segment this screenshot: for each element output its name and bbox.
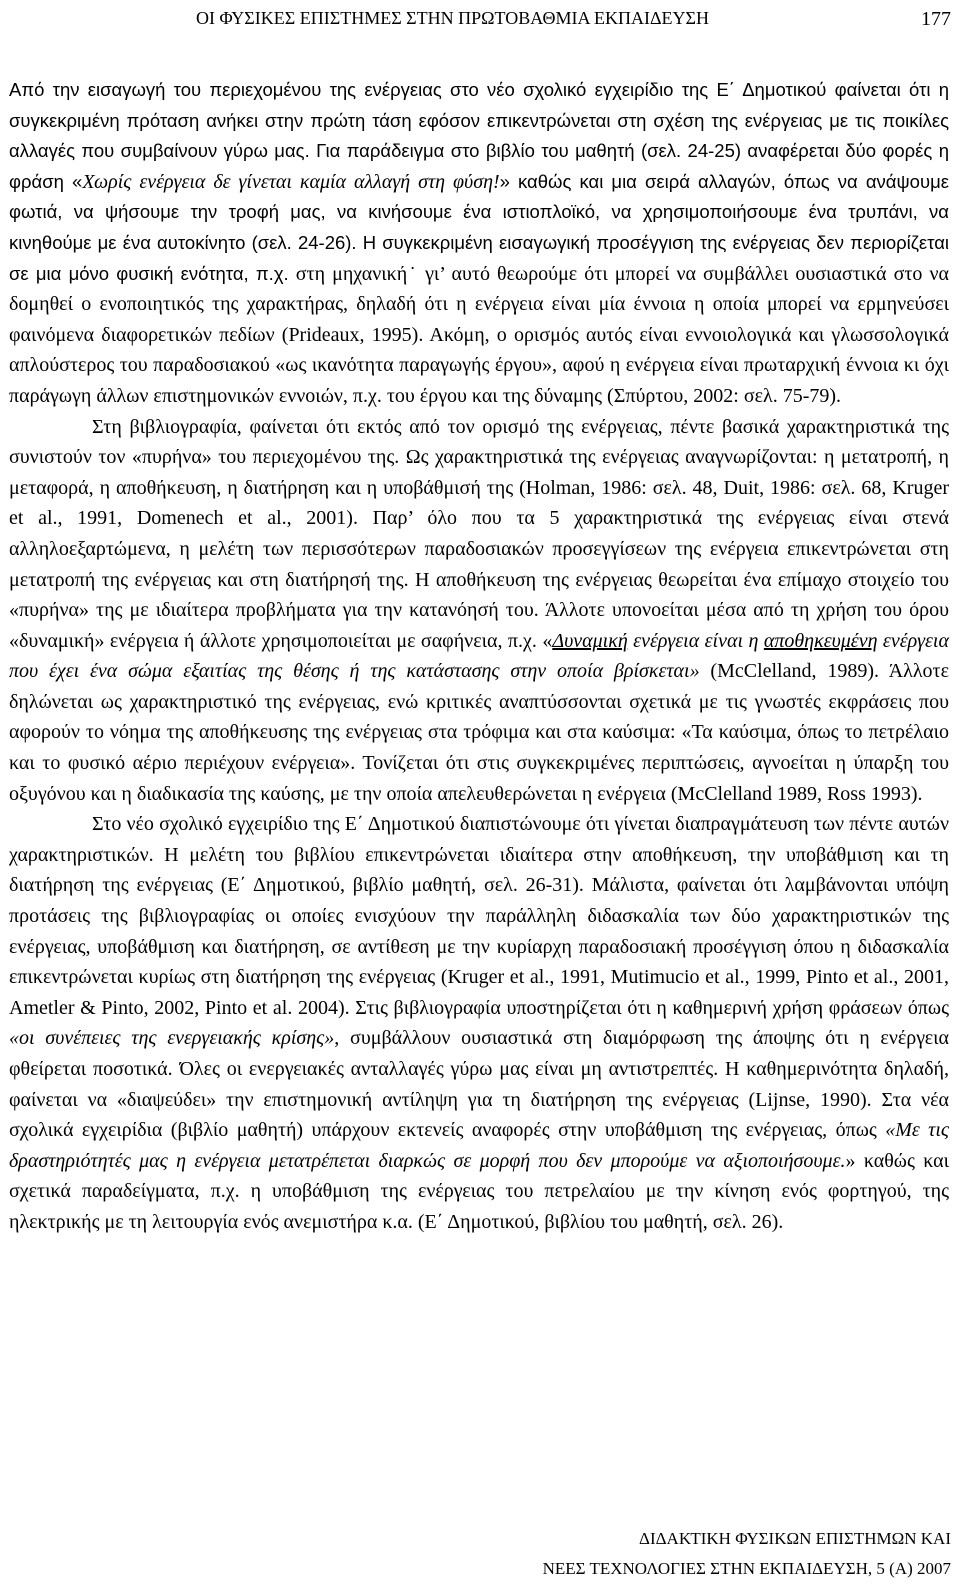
text-segment: » καθώς και σχετικά παραδείγματα, π.χ. η υποβάθμιση της ενέργειας του πετρελαίου με την κίνηση ενός φορτηγού, της ηλεκτρικής με τη λειτουργία ενός ανεμιστήρα κ.α. (Ε΄ Δημοτικού, βιβλίου του μαθητή, σελ. 26). — [9, 1149, 949, 1233]
journal-footer — [543, 1524, 951, 1584]
underlined-term: αποθηκευμένη — [763, 629, 878, 652]
body-text — [9, 75, 949, 1238]
text-segment: Στη βιβλιογραφία, φαίνεται ότι εκτός από τον ορισμό της ενέργειας, πέντε βασικά χαρακτηριστικά της συνιστούν τον «πυρήνα» του περιεχομένου της. Ως χαρακτηριστικά της ενέργειας αναγνωρίζονται: η μετατροπή, η μεταφορά, η αποθήκευση, η διατήρηση και η υποβάθμισή της (Holman, 1986: σελ. 48, Duit, 1986: σελ. 68, Kruger et al., 1991, Domenech et al., 2001). Παρ’ όλο που τα 5 χαρακτηριστικά της ενέργειας είναι στενά αλληλοεξαρτώμενα, η μελέτη των περισσότερων παραδοσιακών προσεγγίσεων της ενέργεια επικεντρώνεται στη μετατροπή της ενέργειας και στη διατήρησή της. Η αποθήκευση της ενέργειας θεωρείται ένα επίμαχο στοιχείο του «πυρήνα» της με ιδιαίτερα προβλήματα για την κατανόησή του. Άλλοτε υπονοείται μέσα από τη χρήση του όρου «δυναμική» ενέργεια ή άλλοτε χρησιμοποιείται με σαφήνεια, π.χ. « — [9, 415, 949, 652]
paragraph-energy-characteristics — [9, 412, 949, 810]
footer-line: ΔΙΔΑΚΤΙΚΗ ΦΥΣΙΚΩΝ ΕΠΙΣΤΗΜΩΝ ΚΑΙ — [639, 1529, 951, 1548]
paragraph-school-textbook — [9, 809, 949, 1237]
quoted-phrase: Χωρίς ενέργεια δε γίνεται καμία αλλαγή στη φύση! — [82, 170, 500, 193]
text-segment: στη μηχανική˙ γι’ αυτό θεωρούμε ότι μπορεί να συμβάλλει ουσιαστικά στο να δομηθεί ο ενοποιητικός της χαρακτήρας, δηλαδή ότι η ενέργεια είναι μία έννοια η οποία μπορεί να ερμηνεύσει φαινόμενα διαφορετικών πεδίων (Prideaux, 1995). Ακόμη, ο ορισμός αυτός είναι εννοιολογικά και γλωσσολογικά απλούστερος του παραδοσιακού «ως ικανότητα παραγωγής έργου», αφού η ενέργεια είναι πρωταρχική έννοια κι όχι παράγωγη άλλων επιστημονικών εννοιών, π.χ. του έργου και της δύναμης (Σπύρτου, 2002: σελ. 75-79). — [9, 262, 949, 407]
footer-line: ΝΕΕΣ ΤΕΧΝΟΛΟΓΙΕΣ ΣΤΗΝ ΕΚΠΑΙΔΕΥΣΗ, 5 (Α) 2007 — [542, 1559, 951, 1578]
quoted-phrase: ενέργεια που έχει ένα σώμα εξαιτίας της θέσης ή της κατάστασης στην οποία βρίσκεται» — [9, 629, 949, 683]
running-header-title: ΟΙ ΦΥΣΙΚΕΣ ΕΠΙΣΤΗΜΕΣ ΣΤΗΝ ΠΡΩΤΟΒΑΘΜΙΑ ΕΚΠΑΙΔΕΥΣΗ — [196, 8, 709, 28]
quoted-phrase: «οι συνέπειες της ενεργειακής κρίσης» — [9, 1027, 335, 1050]
underlined-term: Δυναμική — [552, 629, 628, 652]
text-segment: » καθώς και μια σειρά αλλαγών, όπως να ανάψουμε φωτιά, να ψήσουμε την τροφή μας, να κινήσουμε ένα ιστιοπλοϊκό, να χρησιμοποιήσουμε ένα τρυπάνι, να κινηθούμε με ένα αυτοκίνητο (σελ. 24-26). Η συγκεκριμένη εισαγωγική προσέγγιση της ενέργειας δεν περιορίζεται σε μια μόνο φυσική ενότητα, π.χ. — [9, 170, 949, 284]
text-segment: , συμβάλλουν ουσιαστικά στη διαμόρφωση της άποψης ότι η ενέργεια φθείρεται ποσοτικά. Όλες οι ενεργειακές ανταλλαγές γύρω μας είναι μη αντιστρεπτές. Η καθημερινότητα δηλαδή, φαίνεται να «διαψεύδει» την επιστημονική αντίληψη για τη διατήρηση της ενέργειας (Lijnse, 1990). Στα νέα σχολικά εγχειρίδια (βιβλίο μαθητή) υπάρχουν εκτενείς αναφορές στην υποβάθμιση της ενέργειας, όπως — [9, 1027, 949, 1142]
page-number: 177 — [921, 8, 951, 30]
paragraph-energy-definition — [9, 75, 949, 412]
text-segment: Στο νέο σχολικό εγχειρίδιο της Ε΄ Δημοτικού διαπιστώνουμε ότι γίνεται διαπραγμάτευση των πέντε αυτών χαρακτηριστικών. Η μελέτη του βιβλίου επικεντρώνεται ιδιαίτερα στην αποθήκευση, την υποβάθμιση και τη διατήρηση της ενέργειας (Ε΄ Δημοτικού, βιβλίο μαθητή, σελ. 26-31). Μάλιστα, φαίνεται ότι λαμβάνονται υπόψη προτάσεις της βιβλιογραφίας οι οποίες ενισχύουν την παράλληλη διδασκαλία των δύο χαρακτηριστικών της ενέργειας, υποβάθμιση και διατήρηση, σε αντίθεση με την κυρίαρχη παραδοσιακή προσέγγιση όπου η διδασκαλία επικεντρώνεται κυρίως στη διατήρηση της ενέργειας (Kruger et al., 1991, Mutimucio et al., 1999, Pinto et al., 2001, Ametler & Pinto, 2002, Pinto et al. 2004). Στις βιβλιογραφία υποστηρίζεται ότι η καθημερινή χρήση φράσεων όπως — [9, 813, 949, 1019]
quoted-phrase: «Με τις δραστηριότητές μας η ενέργεια μετατρέπεται διαρκώς σε μορφή που δεν μπορούμε να αξιοποιήσουμε. — [9, 1119, 949, 1172]
text-segment: (McClelland, 1989). Άλλοτε δηλώνεται ως χαρακτηριστικό της ενέργειας, ενώ κριτικές αναπτύσσονται σχετικά με τις γνωστές εκφράσεις που αφορούν το νόημα της αποθήκευσης της ενέργειας στα τρόφιμα και στα καύσιμα: «Τα καύσιμα, όπως το πετρέλαιο και το φυσικό αέριο περιέχουν ενέργεια». Τονίζεται ότι στις συγκεκριμένες περιπτώσεις, αγνοείται η ύπαρξη του οξυγόνου και η διαδικασία της καύσης, με την οποία απελευθερώνεται η ενέργεια (McClelland 1989, Ross 1993). — [9, 660, 949, 805]
text-segment: Από την εισαγωγή του περιεχομένου της ενέργειας στο νέο σχολικό εγχειρίδιο της Ε΄ Δημοτικού φαίνεται ότι η συγκεκριμένη πρόταση ανήκει στην πρώτη τάση εφόσον επικεντρώνεται στη σχέση της ενέργειας με τις ποικίλες αλλαγές που συμβαίνουν γύρω μας. Για παράδειγμα στο βιβλίο του μαθητή (σελ. 24-25) αναφέρεται δύο φορές η φράση « — [9, 79, 949, 192]
quoted-phrase: ενέργεια είναι η — [627, 629, 764, 652]
